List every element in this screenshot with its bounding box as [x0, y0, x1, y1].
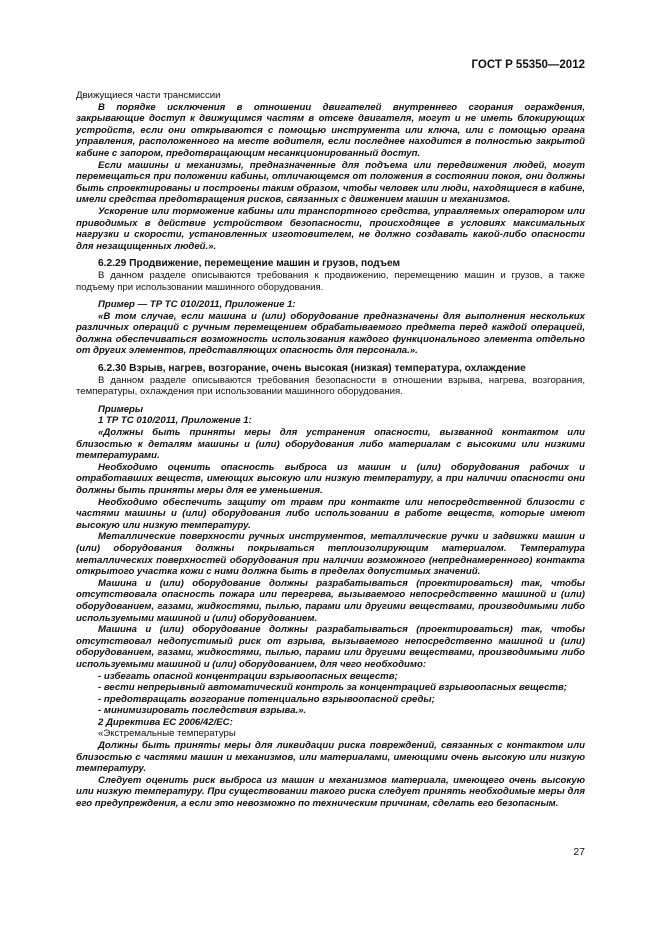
paragraph: Пример — ТР ТС 010/2011, Приложение 1: [98, 299, 296, 311]
paragraph: 1 ТР ТС 010/2011, Приложение 1: [98, 415, 252, 427]
paragraph: В порядке исключения в отношении двигателей внутреннего сгорания ограждения, закрывающие доступ к движущимся частям в отсеке двигателя, могут и не иметь блокирующих устройств, если они открываются с помощью инструмента или ключа, или с помощью органа управления, расположенного на месте водителя, если последнее находится в полностью закрытой кабине с запором, предотвращающим несанкционированный доступ. [76, 101, 585, 159]
paragraph: - избегать опасной концентрации взрывоопасных веществ; [98, 670, 398, 682]
paragraph: Машина и (или) оборудование должны разрабатываться (проектироваться) так, чтобы отсутствовал недопустимый риск от взрыва, вызываемого непосредственно машиной и (или) оборудованием, газами, жидкостями, пылью, парами или другими веществами, производимыми либо используемыми машиной и (или) оборудованием, для чего необходимо: [76, 624, 585, 670]
section-heading: 6.2.30 Взрыв, нагрев, возгорание, очень высокая (низкая) температура, охлаждение [98, 363, 526, 375]
paragraph: Необходимо оценить опасность выброса из машин и (или) оборудования рабочих и отработавших веществ, имеющих высокую или низкую температуру, а при наличии опасности они должны быть приняты меры для ее уменьшения. [76, 461, 585, 496]
paragraph: Если машины и механизмы, предназначенные для подъема или передвижения людей, могут перемещаться при положении кабины, отличающемся от положения в состоянии покоя, они должны быть спроектированы и построены таким образом, чтобы человек или люди, находящиеся в кабине, имели средства предотвращения рисков, связанных с движением машин и механизмов. [76, 159, 585, 206]
section-heading: 6.2.29 Продвижение, перемещение машин и грузов, подъем [98, 258, 401, 270]
page-number: 27 [573, 846, 585, 858]
paragraph: Металлические поверхности ручных инструментов, металлические ручки и задвижки машин и (или) оборудования должны покрываться теплоизолирующим материалом. Температура металлических поверхностей оборудования при наличии возможного (непреднамеренного) контакта открытого участка кожи с ними должна быть в пределах допустимых значений. [76, 531, 585, 578]
paragraph: 2 Директива ЕС 2006/42/ЕС: [98, 716, 233, 728]
paragraph: Необходимо обеспечить защиту от травм при контакте или непосредственной близости с частями машины и (или) оборудования либо использовании в работе веществ, которые имеют высокую или низкую температуру. [76, 496, 585, 531]
paragraph: - вести непрерывный автоматический контроль за концентрацией взрывоопасных веществ; [98, 682, 567, 694]
paragraph: «В том случае, если машина и (или) оборудование предназначены для выполнения нескольких различных операций с ручным перемещением обрабатываемого предмета перед каждой операцией, должна обеспечиваться возможность использования каждого функционального элемента отдельно от других элементов, представляющих опасность для персонала.». [76, 310, 585, 357]
paragraph: Движущиеся части трансмиссии [76, 90, 221, 101]
paragraph: «Должны быть приняты меры для устранения опасности, вызванной контактом или близостью к деталям машины и (или) оборудования либо материалам с высокими или низкими температурами. [76, 427, 585, 462]
paragraph: Машина и (или) оборудование должны разрабатываться (проектироваться) так, чтобы отсутствовала опасность пожара или перегрева, вызываемого непосредственно машиной и (или) оборудованием, газами, жидкостями, пылью, парами или другими веществами, производимыми либо используемыми машиной и (или) оборудованием. [76, 577, 585, 624]
document-code: ГОСТ Р 55350—2012 [471, 59, 585, 71]
paragraph: В данном разделе описываются требования безопасности в отношении взрыва, нагрева, возгорания, температуры, охлаждения при использовании машинного оборудования. [76, 374, 585, 398]
paragraph: Ускорение или торможение кабины или транспортного средства, управляемых оператором или приводимых в действие устройством безопасности, происходящее в условиях максимальных нагрузки и скорости, установленных изготовителем, не должно создавать какой-либо опасности для незащищенных людей.». [76, 205, 585, 252]
paragraph: Должны быть приняты меры для ликвидации риска повреждений, связанных с контактом или близостью с частями машин и механизмов, или материалами, имеющими очень высокую или низкую температуру. [76, 740, 585, 775]
paragraph: - предотвращать возгорание потенциально взрывоопасной среды; [98, 693, 435, 705]
paragraph: «Экстремальные температуры [98, 728, 236, 740]
paragraph: Примеры [98, 403, 144, 415]
paragraph: Следует оценить риск выброса из машин и механизмов материала, имеющего очень высокую или низкую температуру. При существовании такого риска следует принять необходимые меры для его предупреждения, а если это невозможно по техническим причинам, сделать его безопасным. [76, 774, 585, 810]
document-body [76, 90, 585, 810]
paragraph: - минимизировать последствия взрыва.». [98, 705, 307, 717]
paragraph: В данном разделе описываются требования к продвижению, перемещению машин и грузов, а также подъему при использовании машинного оборудования. [76, 269, 585, 293]
